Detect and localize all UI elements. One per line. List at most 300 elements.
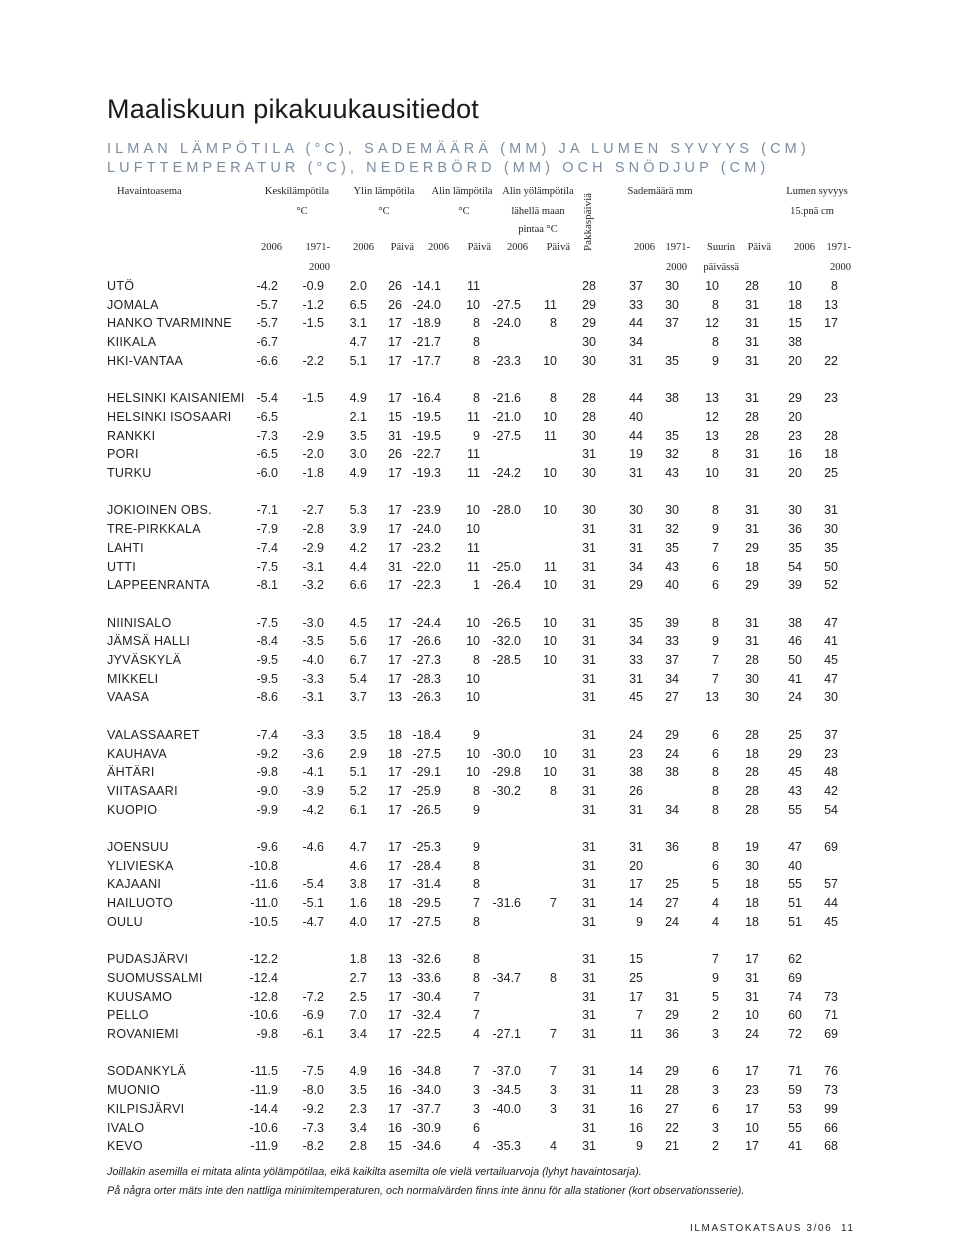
table-cell: -22.5 (412, 1027, 441, 1041)
table-row (0, 765, 960, 783)
table-cell: 31 (582, 447, 596, 462)
table-cell: 19 (745, 840, 759, 854)
table-cell: 28 (745, 428, 759, 443)
table-cell: -16.4 (412, 391, 441, 406)
header-max-temp: Ylin lämpötila (353, 186, 415, 197)
table-cell: 31 (665, 989, 679, 1004)
table-cell: 29 (665, 1008, 679, 1023)
table-cell: 55 (788, 802, 802, 817)
station-name: KILPISJÄRVI (107, 1101, 185, 1116)
table-cell: -25.9 (412, 783, 441, 798)
table-row (0, 653, 960, 671)
table-cell: 7 (473, 1064, 480, 1079)
table-cell: 17 (388, 578, 402, 593)
table-cell: -26.3 (412, 690, 441, 705)
table-cell: -2.7 (302, 503, 324, 518)
table-row (0, 859, 960, 877)
header-station: Havaintoasema (117, 186, 182, 197)
table-row (0, 672, 960, 690)
table-cell: -3.0 (302, 615, 324, 630)
table-cell: 9 (636, 1139, 643, 1154)
station-name: HELSINKI ISOSAARI (107, 409, 232, 424)
footnote-finnish: Joillakin asemilla ei mitata alinta yölämpötilaa, eikä kaikilta asemilta ole vielä vertailuarvoja (lyhyt havaintosarja). (107, 1166, 642, 1178)
table-cell: -7.4 (256, 727, 278, 742)
table-cell: 8 (473, 858, 480, 873)
table-cell: -28.5 (492, 653, 521, 667)
table-cell: 18 (745, 914, 759, 929)
table-cell: 17 (388, 1101, 402, 1116)
table-cell: 31 (745, 447, 759, 462)
table-cell: -4.0 (302, 653, 324, 667)
table-cell: 8 (712, 335, 719, 350)
table-cell: 44 (629, 391, 643, 406)
station-name: SUOMUSSALMI (107, 970, 203, 985)
table-cell: 10 (543, 634, 557, 649)
table-cell: 17 (388, 316, 402, 331)
table-cell: 8 (473, 335, 480, 350)
station-name: JÄMSÄ HALLI (107, 634, 191, 649)
table-cell: 13 (388, 970, 402, 985)
table-cell: 16 (388, 1064, 402, 1079)
table-cell: 10 (466, 615, 480, 630)
table-cell: -21.0 (492, 409, 521, 424)
station-name: PUDASJÄRVI (107, 952, 189, 967)
table-cell: 4.9 (349, 466, 367, 480)
table-cell: -9.8 (256, 1027, 278, 1041)
table-cell: 17 (388, 503, 402, 518)
table-cell: -9.2 (256, 746, 278, 761)
table-cell: 17 (388, 466, 402, 480)
table-cell: 31 (582, 727, 596, 742)
table-cell: -35.3 (492, 1139, 521, 1154)
table-cell: 17 (629, 989, 643, 1004)
table-cell: 8 (473, 952, 480, 967)
header-year: 1971- (826, 242, 851, 253)
table-cell: -17.7 (412, 353, 441, 368)
header-near-ground-2: pintaa °C (518, 224, 558, 235)
table-cell: 23 (824, 746, 838, 761)
table-cell: -40.0 (492, 1101, 521, 1116)
table-row (0, 298, 960, 316)
table-row (0, 990, 960, 1008)
table-cell: 38 (665, 765, 679, 780)
table-cell: -6.1 (302, 1027, 324, 1041)
table-cell: 3.8 (349, 877, 367, 892)
table-cell: 3.0 (349, 447, 367, 462)
table-row (0, 316, 960, 334)
table-cell: 37 (629, 279, 643, 293)
table-cell: 34 (665, 802, 679, 817)
table-cell: -3.5 (302, 634, 324, 649)
table-cell: -6.7 (256, 335, 278, 350)
table-cell: 3 (550, 1101, 557, 1116)
table-cell: 34 (665, 671, 679, 686)
table-cell: 11 (467, 279, 480, 293)
table-cell: 6.7 (349, 653, 367, 667)
table-cell: 13 (824, 297, 838, 312)
table-cell: 8 (473, 783, 480, 798)
table-cell: 17 (388, 540, 402, 555)
table-cell: 33 (665, 634, 679, 649)
header-min-temp: Alin lämpötila (431, 186, 493, 197)
station-name: KAUHAVA (107, 746, 167, 761)
table-cell: 38 (665, 391, 679, 406)
table-cell: 31 (582, 1120, 596, 1135)
table-cell: 17 (388, 353, 402, 368)
table-cell: 29 (665, 727, 679, 742)
table-row (0, 279, 960, 297)
header-day: Päivä (546, 242, 570, 253)
table-cell: -6.6 (256, 353, 278, 368)
table-cell: -7.2 (302, 989, 324, 1004)
table-cell: -1.5 (302, 316, 324, 331)
table-cell: 28 (582, 409, 596, 424)
table-cell: 31 (629, 522, 643, 537)
table-cell: 45 (788, 765, 802, 780)
table-cell: 31 (629, 353, 643, 368)
table-cell: 3.7 (349, 690, 367, 705)
table-cell: 29 (665, 1064, 679, 1079)
table-cell: 10 (543, 746, 557, 761)
table-cell: -26.6 (412, 634, 441, 649)
table-row (0, 616, 960, 634)
table-cell: 31 (582, 765, 596, 780)
page-title: Maaliskuun pikakuukausitiedot (107, 94, 480, 124)
table-cell: 31 (745, 615, 759, 630)
table-cell: -11.5 (250, 1064, 278, 1079)
table-cell: 31 (745, 970, 759, 985)
table-cell: 8 (712, 765, 719, 780)
table-cell: 30 (824, 522, 838, 537)
table-cell: -3.3 (302, 671, 324, 686)
table-cell: 31 (582, 858, 596, 873)
table-cell: 15 (788, 316, 802, 331)
table-cell: 35 (665, 540, 679, 555)
table-cell: -18.4 (412, 727, 441, 742)
table-cell: -30.0 (492, 746, 521, 761)
table-cell: 41 (788, 671, 802, 686)
table-cell: 35 (665, 353, 679, 368)
table-cell: -23.3 (492, 353, 521, 368)
table-cell: 18 (745, 746, 759, 761)
table-cell: 13 (388, 690, 402, 705)
table-cell: 13 (705, 391, 719, 406)
table-cell: 30 (665, 279, 679, 293)
station-name: SODANKYLÄ (107, 1064, 187, 1079)
table-cell: 29 (582, 316, 596, 331)
table-cell: -7.5 (302, 1064, 324, 1079)
table-cell: 5.1 (349, 353, 367, 368)
table-cell: 8 (473, 391, 480, 406)
table-cell: 29 (582, 297, 596, 312)
table-cell: 6 (712, 858, 719, 873)
table-cell: 31 (582, 690, 596, 705)
table-cell: -19.3 (412, 466, 441, 480)
table-cell: -7.1 (256, 503, 278, 518)
table-cell: 23 (788, 428, 802, 443)
table-cell: 18 (745, 896, 759, 911)
table-cell: -14.1 (412, 279, 441, 293)
header-year: 2006 (634, 242, 655, 253)
table-cell: 20 (629, 858, 643, 873)
table-cell: 42 (824, 783, 838, 798)
table-cell: -30.9 (412, 1120, 441, 1135)
table-cell: -24.2 (492, 466, 521, 480)
table-cell: -7.5 (256, 559, 278, 574)
table-row (0, 952, 960, 970)
table-cell: 8 (473, 316, 480, 331)
table-cell: 8 (473, 970, 480, 985)
table-row (0, 803, 960, 821)
table-cell: 24 (665, 746, 679, 761)
table-cell: 7 (712, 653, 719, 667)
table-cell: -9.9 (256, 802, 278, 817)
table-cell: 3.5 (349, 428, 367, 443)
table-cell: 8 (712, 503, 719, 518)
table-cell: 31 (582, 522, 596, 537)
table-cell: -1.5 (302, 391, 324, 406)
table-cell: -22.0 (412, 559, 441, 574)
header-year: 2000 (830, 262, 851, 273)
table-cell: -32.0 (492, 634, 521, 649)
table-cell: -29.5 (412, 896, 441, 911)
table-cell: 4.9 (349, 1064, 367, 1079)
table-cell: 5 (712, 877, 719, 892)
table-row (0, 728, 960, 746)
table-cell: 3.1 (349, 316, 367, 331)
table-cell: 16 (788, 447, 802, 462)
table-cell: 74 (788, 989, 802, 1004)
table-cell: -4.7 (302, 914, 324, 929)
station-name: PELLO (107, 1008, 149, 1023)
table-cell: 17 (388, 615, 402, 630)
station-name: YLIVIESKA (107, 858, 174, 873)
table-row (0, 541, 960, 559)
table-cell: 14 (629, 1064, 643, 1079)
table-cell: 31 (745, 503, 759, 518)
table-cell: 1 (473, 578, 480, 593)
table-cell: 19 (629, 447, 643, 462)
table-cell: -12.4 (249, 970, 278, 985)
table-cell: 3 (712, 1083, 719, 1098)
table-cell: -19.5 (412, 428, 441, 443)
station-name: ÄHTÄRI (107, 765, 155, 780)
table-cell: -25.3 (412, 840, 441, 854)
table-cell: 35 (629, 615, 643, 630)
table-cell: 73 (824, 989, 838, 1004)
table-row (0, 1121, 960, 1139)
table-cell: -28.0 (492, 503, 521, 518)
station-name: KEVO (107, 1139, 143, 1154)
table-cell: -4.1 (302, 765, 324, 780)
table-cell: 10 (466, 634, 480, 649)
table-cell: 10 (466, 671, 480, 686)
station-name: HKI-VANTAA (107, 353, 184, 368)
table-cell: 17 (388, 802, 402, 817)
table-cell: -5.1 (302, 896, 324, 911)
table-cell: 4 (712, 914, 719, 929)
table-cell: 27 (665, 1101, 679, 1116)
table-cell: 2.0 (349, 279, 367, 293)
table-cell: -25.0 (492, 559, 521, 574)
table-cell: 28 (582, 391, 596, 406)
table-cell: 4.7 (349, 840, 367, 854)
table-cell: 31 (745, 522, 759, 537)
table-cell: 24 (745, 1027, 759, 1041)
table-cell: -24.0 (412, 522, 441, 537)
header-unit-mean: °C (296, 206, 308, 217)
table-cell: 16 (629, 1120, 643, 1135)
table-cell: 43 (788, 783, 802, 798)
table-cell: 8 (550, 783, 557, 798)
table-cell: 31 (582, 989, 596, 1004)
table-cell: 47 (824, 615, 838, 630)
table-cell: -34.6 (412, 1139, 441, 1154)
table-cell: 15 (388, 409, 402, 424)
station-name: VAASA (107, 690, 150, 705)
table-cell: 10 (543, 409, 557, 424)
table-cell: 41 (824, 634, 838, 649)
station-name: VALASSAARET (107, 727, 200, 742)
table-cell: 31 (582, 783, 596, 798)
table-cell: 51 (788, 914, 802, 929)
table-cell: -26.4 (492, 578, 521, 593)
table-row (0, 840, 960, 858)
table-cell: 29 (745, 540, 759, 555)
table-cell: 35 (788, 540, 802, 555)
table-cell: -5.7 (256, 316, 278, 331)
table-cell: 5.3 (349, 503, 367, 518)
header-year: 2006 (261, 242, 282, 253)
table-cell: 6 (712, 578, 719, 593)
table-cell: 31 (745, 989, 759, 1004)
table-cell: 10 (466, 690, 480, 705)
table-cell: 40 (629, 409, 643, 424)
table-cell: 24 (629, 727, 643, 742)
table-cell: 31 (582, 802, 596, 817)
table-cell: -7.9 (256, 522, 278, 537)
table-cell: 68 (824, 1139, 838, 1154)
table-cell: -12.8 (249, 989, 278, 1004)
table-cell: 17 (388, 783, 402, 798)
footer-page-number: 11 (841, 1223, 855, 1234)
station-name: JOENSUU (107, 840, 169, 854)
table-cell: 50 (824, 559, 838, 574)
table-cell: -32.4 (412, 1008, 441, 1023)
table-cell: -27.1 (492, 1027, 521, 1041)
table-cell: 31 (582, 1027, 596, 1041)
table-cell: 6 (712, 727, 719, 742)
table-row (0, 1027, 960, 1045)
table-row (0, 410, 960, 428)
table-row (0, 634, 960, 652)
table-cell: -34.0 (412, 1083, 441, 1098)
table-cell: 29 (788, 391, 802, 406)
header-max: Suurin (706, 242, 735, 253)
header-snow-date: 15.pnä cm (790, 206, 834, 217)
table-cell: 31 (745, 297, 759, 312)
table-cell: 7 (636, 1008, 643, 1023)
table-cell: -2.9 (302, 428, 324, 443)
table-cell: 10 (745, 1008, 759, 1023)
table-cell: 2 (712, 1008, 719, 1023)
table-cell: 33 (629, 653, 643, 667)
table-cell: 5.2 (349, 783, 367, 798)
table-cell: 4.6 (349, 858, 367, 873)
table-cell: -9.0 (256, 783, 278, 798)
table-cell: -3.1 (302, 690, 324, 705)
table-cell: 37 (824, 727, 838, 742)
table-cell: -11.9 (250, 1139, 278, 1154)
table-cell: 13 (388, 952, 402, 967)
table-cell: 31 (582, 896, 596, 911)
table-cell: 38 (788, 335, 802, 350)
header-unit-max: °C (378, 206, 390, 217)
table-cell: 6 (712, 1101, 719, 1116)
station-name: UTTI (107, 559, 136, 574)
table-cell: -6.5 (256, 409, 278, 424)
table-cell: 11 (630, 1083, 643, 1098)
table-cell: 24 (665, 914, 679, 929)
table-cell: -7.3 (256, 428, 278, 443)
table-cell: 16 (388, 1120, 402, 1135)
table-cell: 10 (543, 466, 557, 480)
table-cell: 32 (665, 522, 679, 537)
table-cell: 99 (824, 1101, 838, 1116)
table-cell: 29 (788, 746, 802, 761)
table-row (0, 1064, 960, 1082)
table-cell: 11 (467, 540, 480, 555)
header-day: Päivä (747, 242, 771, 253)
table-cell: 28 (745, 653, 759, 667)
table-cell: -2.8 (302, 522, 324, 537)
table-cell: 17 (388, 634, 402, 649)
table-cell: 8 (550, 970, 557, 985)
table-cell: 40 (665, 578, 679, 593)
table-cell: 38 (788, 615, 802, 630)
table-cell: 17 (629, 877, 643, 892)
table-cell: 8 (473, 914, 480, 929)
table-cell: 3.4 (349, 1120, 367, 1135)
table-cell: 18 (824, 447, 838, 462)
table-cell: 28 (745, 279, 759, 293)
table-row (0, 466, 960, 484)
table-cell: 30 (582, 353, 596, 368)
table-cell: 7 (550, 1027, 557, 1041)
header-snow: Lumen syvyys (786, 186, 848, 197)
table-cell: 6 (712, 559, 719, 574)
station-name: JOMALA (107, 297, 159, 312)
table-cell: -3.9 (302, 783, 324, 798)
table-cell: 3 (473, 1083, 480, 1098)
table-cell: 31 (629, 671, 643, 686)
table-row (0, 896, 960, 914)
table-cell: 26 (388, 279, 402, 293)
table-cell: 8 (473, 353, 480, 368)
table-cell: 31 (582, 877, 596, 892)
station-name: KAJAANI (107, 877, 162, 892)
table-cell: -5.4 (256, 391, 278, 406)
table-cell: 31 (582, 1139, 596, 1154)
table-cell: 28 (745, 765, 759, 780)
table-cell: 34 (629, 335, 643, 350)
table-cell: 12 (705, 316, 719, 331)
station-name: NIINISALO (107, 615, 172, 630)
header-day: Päivä (467, 242, 491, 253)
table-cell: 8 (473, 877, 480, 892)
table-cell: 3.4 (349, 1027, 367, 1041)
header-year: 1971- (305, 242, 330, 253)
